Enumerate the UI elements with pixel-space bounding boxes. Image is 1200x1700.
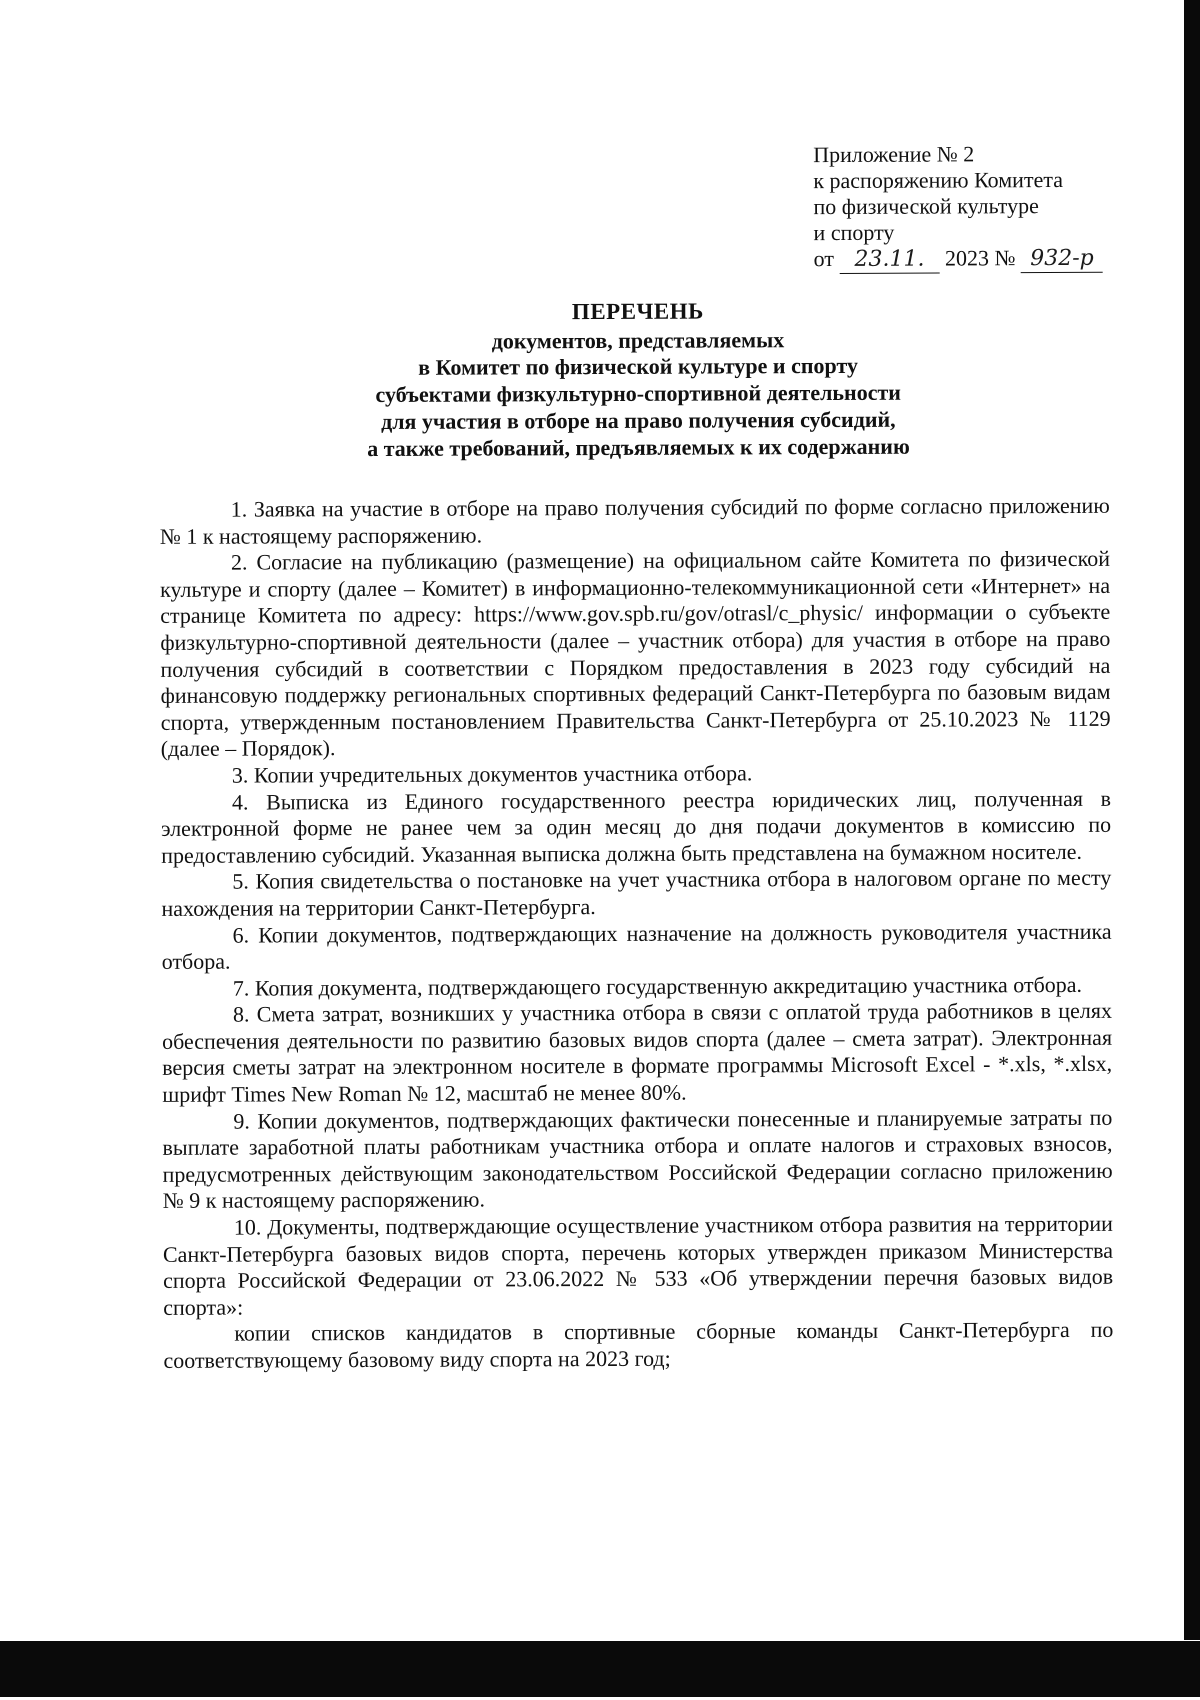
item-7: 7. Копия документа, подтверждающего государственную аккредитацию участника отбора.	[232, 971, 1083, 1001]
handwritten-date: 23.11.	[839, 247, 939, 274]
item-10-subitem: копии списков кандидатов в спортивные сборные команды Санкт-Петербурга по соответствующему базовому виду спорта на 2023 год;	[163, 1317, 1114, 1373]
document-body	[160, 493, 1114, 1375]
title-line-2: в Комитет по физической культуре и спорту	[418, 353, 859, 381]
title-line-5: а также требований, предъявляемых к их содержанию	[367, 433, 910, 461]
item-1: 1. Заявка на участие в отборе на право получения субсидий по форме согласно приложению № 1 к настоящему распоряжению.	[159, 492, 1110, 549]
date-prefix: от	[813, 245, 835, 272]
approval-line-3: по физической культуре	[813, 193, 1039, 220]
title-line-4: для участия в отборе на право получения субсидий,	[380, 406, 896, 434]
approval-date-line	[814, 245, 1144, 274]
handwritten-order-number: 932-р	[1021, 246, 1103, 273]
item-9: 9. Копии документов, подтверждающих фактически понесенные и планируемые затраты по выплате заработной платы работникам участника отбора и оплате налогов и страховых взносов, предусмотренных действующим законодательством Российской Федерации согласно приложению № 9 к настоящему распоряжению.	[162, 1104, 1113, 1214]
scan-border-bottom	[0, 1641, 1200, 1697]
document-title	[148, 297, 1129, 463]
scan-border-right	[1184, 0, 1200, 1640]
approval-line-1: Приложение № 2	[813, 141, 975, 168]
approval-line-2: к распоряжению Комитета	[813, 166, 1064, 194]
title-line-3: субъектами физкультурно-спортивной деятельности	[375, 379, 902, 408]
item-8: 8. Смета затрат, возникших у участника отбора в связи с оплатой труда работников в целях обеспечения деятельности по развитию базовых видов спорта (далее – смета затрат). Электронная версия сметы затрат на электронном носителе в формате программы Microsoft Excel - *.xls, *.xlsx, шрифт Times New Roman № 12, масштаб не менее 80%.	[161, 998, 1113, 1107]
approval-line-4: и спорту	[813, 219, 895, 246]
order-year: 2023 №	[944, 245, 1016, 271]
item-5: 5. Копия свидетельства о постановке на учет участника отбора в налоговом органе по месту нахождения на территории Санкт-Петербурга.	[161, 865, 1112, 921]
item-4: 4. Выписка из Единого государственного реестра юридических лиц, полученная в электронной форме не ранее чем за один месяц до дня подачи документов в комиссию по предоставлению субсидий. Указанная выписка должна быть представлена на бумажном носителе.	[161, 785, 1112, 868]
item-10: 10. Документы, подтверждающие осуществление участником отбора развития на территории Санкт-Петербурга базовых видов спорта, перечень которых утвержден приказом Министерства спорта Российской Федерации от 23.06.2022 № 533 «Об утверждении перечня базовых видов спорта»:	[162, 1210, 1114, 1320]
item-2: 2. Согласие на публикацию (размещение) на официальном сайте Комитета по физической культуре и спорту (далее – Комитет) в информационно-телекоммуникационной сети «Интернет» на странице Комитета по адресу: https://www.gov.spb.ru/gov/otrasl/c_physic/ информации о субъекте физкультурно-спортивной деятельности (далее – участник отбора) для участия в отборе на право получения субсидий в соответствии с Порядком предоставления в 2023 году субсидий на финансовую поддержку региональных спортивных федераций Санкт-Петербурга по базовым видам спорта, утвержденным постановлением Правительства Санкт-Петербурга от 25.10.2023 № 1129 (далее – Порядок).	[160, 545, 1111, 762]
title-line-1: документов, представляемых	[491, 326, 785, 354]
title-main: ПЕРЕЧЕНЬ	[571, 298, 704, 325]
item-6: 6. Копии документов, подтверждающих назначение на должность руководителя участника отбора.	[161, 918, 1112, 975]
approval-block	[813, 141, 1144, 274]
item-3: 3. Копии учредительных документов участника отбора.	[231, 760, 753, 788]
